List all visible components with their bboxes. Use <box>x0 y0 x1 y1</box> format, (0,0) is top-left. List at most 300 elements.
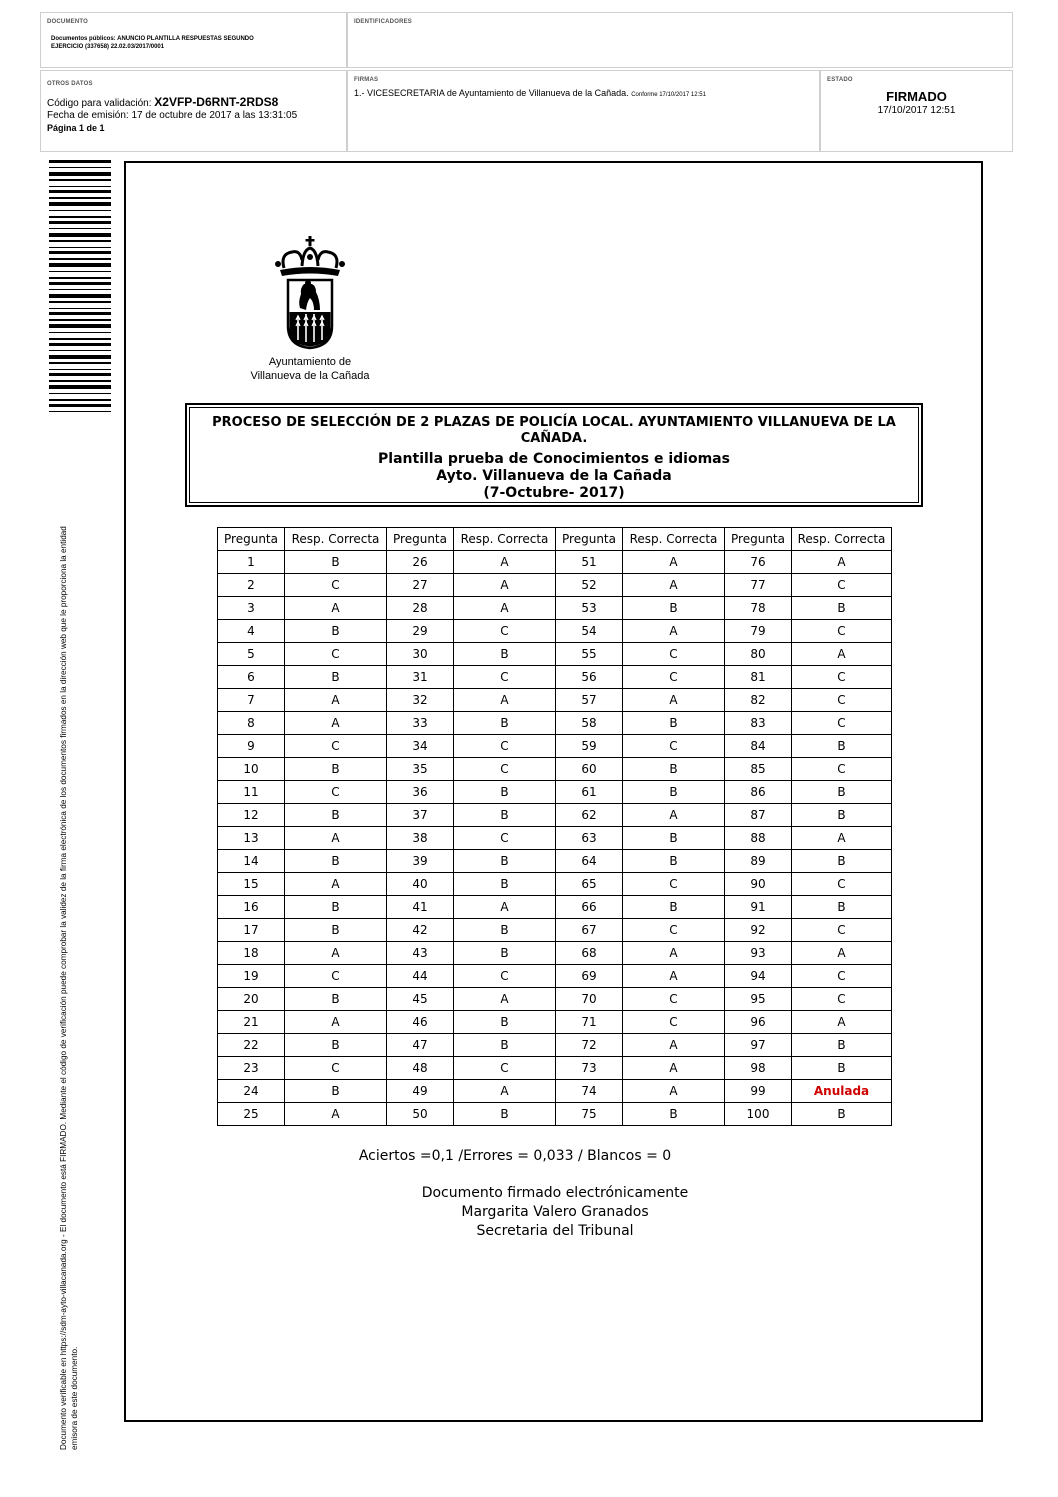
answer-cell: C <box>623 643 725 666</box>
question-number-cell: 69 <box>556 965 623 988</box>
question-number-cell: 3 <box>218 597 285 620</box>
question-number-cell: 43 <box>387 942 454 965</box>
question-number-cell: 85 <box>725 758 792 781</box>
question-number-cell: 82 <box>725 689 792 712</box>
question-number-cell: 13 <box>218 827 285 850</box>
answer-cell: C <box>792 758 892 781</box>
firma-conforme: Conforme 17/10/2017 12:51 <box>631 92 706 98</box>
answer-cell: A <box>285 1103 387 1126</box>
barcode-bar <box>49 324 111 328</box>
answer-cell: A <box>285 689 387 712</box>
question-number-cell: 61 <box>556 781 623 804</box>
answer-cell: B <box>285 988 387 1011</box>
question-number-cell: 11 <box>218 781 285 804</box>
question-number-cell: 88 <box>725 827 792 850</box>
question-number-cell: 93 <box>725 942 792 965</box>
barcode-bar <box>49 160 111 163</box>
question-number-cell: 31 <box>387 666 454 689</box>
answer-cell: Anulada <box>792 1080 892 1103</box>
answer-cell: A <box>454 689 556 712</box>
answer-cell: A <box>454 988 556 1011</box>
answer-cell: B <box>454 942 556 965</box>
documento-line2: EJERCICIO (337658) 22.02.03/2017/0001 <box>51 44 165 50</box>
answer-cell: A <box>792 827 892 850</box>
documento-line1: Documentos públicos: ANUNCIO PLANTILLA RESPUESTAS SEGUNDO <box>51 36 254 42</box>
header-pregunta: Pregunta <box>218 528 285 551</box>
table-row <box>218 551 892 574</box>
question-number-cell: 95 <box>725 988 792 1011</box>
header-firmas-box <box>347 70 820 152</box>
answer-cell: B <box>285 1034 387 1057</box>
answer-cell: A <box>285 873 387 896</box>
answer-cell: A <box>623 965 725 988</box>
answer-cell: C <box>285 965 387 988</box>
answer-cell: C <box>792 873 892 896</box>
question-number-cell: 92 <box>725 919 792 942</box>
question-number-cell: 65 <box>556 873 623 896</box>
answer-cell: C <box>454 735 556 758</box>
header-estado-box <box>820 70 1013 152</box>
barcode-bar <box>49 338 111 340</box>
answer-cell: C <box>792 620 892 643</box>
barcode-bar <box>49 289 111 290</box>
table-row <box>218 1080 892 1103</box>
question-number-cell: 56 <box>556 666 623 689</box>
barcode-bar <box>49 308 111 309</box>
answer-cell: B <box>454 712 556 735</box>
header-pregunta: Pregunta <box>725 528 792 551</box>
answer-cell: B <box>792 735 892 758</box>
answer-cell: C <box>454 758 556 781</box>
scoring-rules: Aciertos =0,1 /Errores = 0,033 / Blancos = 0 <box>358 1148 672 1164</box>
answer-cell: C <box>285 735 387 758</box>
verification-side-text <box>58 440 80 1450</box>
answer-cell: B <box>623 781 725 804</box>
table-row <box>218 942 892 965</box>
answer-cell: A <box>623 1057 725 1080</box>
codigo-prefix: Código para validación: <box>47 98 152 109</box>
barcode-bar <box>49 294 111 298</box>
answer-cell: B <box>454 1011 556 1034</box>
answer-cell: C <box>285 1057 387 1080</box>
title-line2: Plantilla prueba de Conocimientos e idiomas <box>378 451 730 467</box>
table-row <box>218 597 892 620</box>
question-number-cell: 8 <box>218 712 285 735</box>
answer-cell: B <box>285 666 387 689</box>
question-number-cell: 47 <box>387 1034 454 1057</box>
answer-cell: B <box>285 919 387 942</box>
header-resp-correcta: Resp. Correcta <box>792 528 892 551</box>
otros-datos-label: OTROS DATOS <box>47 81 93 87</box>
documento-label: DOCUMENTO <box>47 19 89 25</box>
question-number-cell: 41 <box>387 896 454 919</box>
signature-role: Secretaria del Tribunal <box>476 1223 634 1239</box>
question-number-cell: 36 <box>387 781 454 804</box>
question-number-cell: 74 <box>556 1080 623 1103</box>
barcode-bar <box>49 312 111 315</box>
question-number-cell: 58 <box>556 712 623 735</box>
barcode-bar <box>49 202 111 206</box>
barcode-bar <box>49 301 111 303</box>
question-number-cell: 60 <box>556 758 623 781</box>
header-documento-box <box>40 12 347 68</box>
table-row <box>218 919 892 942</box>
answer-cell: B <box>454 804 556 827</box>
barcode-bar <box>49 380 111 382</box>
identificadores-label: IDENTIFICADORES <box>354 19 413 25</box>
table-row <box>218 643 892 666</box>
signature-name: Margarita Valero Granados <box>461 1204 649 1220</box>
answer-cell: B <box>285 804 387 827</box>
answer-cell: A <box>623 551 725 574</box>
answer-cell: B <box>454 919 556 942</box>
barcode-bar <box>49 350 111 351</box>
question-number-cell: 73 <box>556 1057 623 1080</box>
question-number-cell: 7 <box>218 689 285 712</box>
barcode-bar <box>49 373 111 376</box>
answer-key-table <box>217 527 892 1126</box>
question-number-cell: 25 <box>218 1103 285 1126</box>
question-number-cell: 34 <box>387 735 454 758</box>
barcode-bar <box>49 319 111 321</box>
answer-cell: B <box>623 1103 725 1126</box>
answer-cell: A <box>792 942 892 965</box>
barcode <box>49 160 111 414</box>
question-number-cell: 38 <box>387 827 454 850</box>
table-row <box>218 689 892 712</box>
question-number-cell: 50 <box>387 1103 454 1126</box>
question-number-cell: 99 <box>725 1080 792 1103</box>
question-number-cell: 67 <box>556 919 623 942</box>
question-number-cell: 55 <box>556 643 623 666</box>
side-text-line2: emisora de este documento. <box>70 1346 79 1450</box>
answer-cell: B <box>792 1057 892 1080</box>
answer-cell: B <box>454 643 556 666</box>
question-number-cell: 68 <box>556 942 623 965</box>
question-number-cell: 30 <box>387 643 454 666</box>
question-number-cell: 53 <box>556 597 623 620</box>
answer-cell: A <box>623 804 725 827</box>
barcode-bar <box>49 404 111 407</box>
barcode-bar <box>49 282 111 285</box>
answer-cell: B <box>623 597 725 620</box>
answer-cell: B <box>792 781 892 804</box>
answer-cell: A <box>285 597 387 620</box>
firmas-label: FIRMAS <box>354 77 379 83</box>
answer-cell: B <box>792 804 892 827</box>
answer-cell: A <box>623 942 725 965</box>
answer-cell: A <box>454 551 556 574</box>
table-row <box>218 781 892 804</box>
question-number-cell: 39 <box>387 850 454 873</box>
title-line1: PROCESO DE SELECCIÓN DE 2 PLAZAS DE POLICÍA LOCAL. AYUNTAMIENTO VILLANUEVA DE LA CAÑADA. <box>212 415 896 446</box>
coat-of-arms-logo <box>270 236 350 352</box>
answer-cell: A <box>454 896 556 919</box>
answer-cell: C <box>623 1011 725 1034</box>
question-number-cell: 100 <box>725 1103 792 1126</box>
question-number-cell: 64 <box>556 850 623 873</box>
answer-cell: B <box>792 896 892 919</box>
question-number-cell: 1 <box>218 551 285 574</box>
answer-cell: C <box>792 965 892 988</box>
answer-cell: A <box>623 574 725 597</box>
question-number-cell: 96 <box>725 1011 792 1034</box>
barcode-bar <box>49 362 111 364</box>
table-row <box>218 666 892 689</box>
signature-line1: Documento firmado electrónicamente <box>421 1185 689 1201</box>
question-number-cell: 98 <box>725 1057 792 1080</box>
answer-cell: C <box>454 1057 556 1080</box>
question-number-cell: 49 <box>387 1080 454 1103</box>
answer-cell: B <box>454 873 556 896</box>
header-pregunta: Pregunta <box>387 528 454 551</box>
codigo-value: X2VFP-D6RNT-2RDS8 <box>154 95 279 109</box>
answer-cell: B <box>285 620 387 643</box>
header-resp-correcta: Resp. Correcta <box>623 528 725 551</box>
question-number-cell: 97 <box>725 1034 792 1057</box>
question-number-cell: 22 <box>218 1034 285 1057</box>
barcode-bar <box>49 240 111 242</box>
estado-value: FIRMADO <box>886 89 947 104</box>
question-number-cell: 40 <box>387 873 454 896</box>
estado-date: 17/10/2017 12:51 <box>877 105 956 116</box>
answer-cell: B <box>623 896 725 919</box>
pagina: Página 1 de 1 <box>47 123 105 133</box>
table-row <box>218 988 892 1011</box>
answer-cell: C <box>623 873 725 896</box>
question-number-cell: 79 <box>725 620 792 643</box>
question-number-cell: 63 <box>556 827 623 850</box>
header-resp-correcta: Resp. Correcta <box>454 528 556 551</box>
answer-cell: C <box>454 965 556 988</box>
question-number-cell: 52 <box>556 574 623 597</box>
question-number-cell: 75 <box>556 1103 623 1126</box>
question-number-cell: 48 <box>387 1057 454 1080</box>
question-number-cell: 77 <box>725 574 792 597</box>
answer-cell: C <box>623 666 725 689</box>
barcode-bar <box>49 263 111 267</box>
table-row <box>218 896 892 919</box>
question-number-cell: 70 <box>556 988 623 1011</box>
question-number-cell: 14 <box>218 850 285 873</box>
estado-label: ESTADO <box>827 77 853 83</box>
table-row <box>218 827 892 850</box>
answer-cell: C <box>623 919 725 942</box>
answer-cell: C <box>285 574 387 597</box>
table-row <box>218 620 892 643</box>
barcode-bar <box>49 228 111 229</box>
barcode-bar <box>49 343 111 346</box>
barcode-bar <box>49 251 111 254</box>
answer-cell: B <box>454 850 556 873</box>
answer-cell: A <box>792 1011 892 1034</box>
table-header-row <box>218 528 892 551</box>
answer-cell: A <box>285 1011 387 1034</box>
answer-cell: B <box>454 781 556 804</box>
title-line4: (7-Octubre- 2017) <box>483 485 625 501</box>
answer-cell: A <box>623 1034 725 1057</box>
municipality-name <box>240 355 380 383</box>
answer-cell: C <box>792 988 892 1011</box>
answer-cell: A <box>454 1080 556 1103</box>
question-number-cell: 35 <box>387 758 454 781</box>
answer-cell: B <box>285 1080 387 1103</box>
barcode-bar <box>49 247 111 248</box>
answer-cell: A <box>285 942 387 965</box>
answer-cell: B <box>623 758 725 781</box>
question-number-cell: 81 <box>725 666 792 689</box>
header-resp-correcta: Resp. Correcta <box>285 528 387 551</box>
question-number-cell: 16 <box>218 896 285 919</box>
codigo-validacion <box>47 95 278 109</box>
table-row <box>218 873 892 896</box>
question-number-cell: 5 <box>218 643 285 666</box>
question-number-cell: 90 <box>725 873 792 896</box>
barcode-bar <box>49 271 111 272</box>
barcode-bar <box>49 393 111 394</box>
answer-cell: C <box>792 919 892 942</box>
barcode-bar <box>49 277 111 279</box>
question-number-cell: 33 <box>387 712 454 735</box>
answer-cell: B <box>623 712 725 735</box>
table-row <box>218 1034 892 1057</box>
question-number-cell: 20 <box>218 988 285 1011</box>
question-number-cell: 6 <box>218 666 285 689</box>
question-number-cell: 45 <box>387 988 454 1011</box>
question-number-cell: 32 <box>387 689 454 712</box>
table-row <box>218 735 892 758</box>
question-number-cell: 29 <box>387 620 454 643</box>
question-number-cell: 12 <box>218 804 285 827</box>
answer-cell: C <box>285 643 387 666</box>
barcode-bar <box>49 411 111 412</box>
question-number-cell: 84 <box>725 735 792 758</box>
barcode-bar <box>49 186 111 187</box>
answer-cell: C <box>792 666 892 689</box>
question-number-cell: 37 <box>387 804 454 827</box>
question-number-cell: 57 <box>556 689 623 712</box>
question-number-cell: 51 <box>556 551 623 574</box>
answer-cell: B <box>792 1034 892 1057</box>
answer-cell: C <box>454 827 556 850</box>
question-number-cell: 78 <box>725 597 792 620</box>
answer-cell: A <box>285 712 387 735</box>
answer-cell: B <box>792 1103 892 1126</box>
barcode-bar <box>49 167 111 168</box>
answer-cell: B <box>792 850 892 873</box>
answer-cell: C <box>623 988 725 1011</box>
question-number-cell: 15 <box>218 873 285 896</box>
question-number-cell: 87 <box>725 804 792 827</box>
answer-cell: B <box>623 850 725 873</box>
question-number-cell: 66 <box>556 896 623 919</box>
question-number-cell: 44 <box>387 965 454 988</box>
table-row <box>218 574 892 597</box>
question-number-cell: 76 <box>725 551 792 574</box>
question-number-cell: 71 <box>556 1011 623 1034</box>
barcode-bar <box>49 216 111 218</box>
question-number-cell: 54 <box>556 620 623 643</box>
firma-line: 1.- VICESECRETARIA de Ayuntamiento de Villanueva de la Cañada. <box>354 88 629 98</box>
barcode-bar <box>49 369 111 370</box>
answer-cell: C <box>792 712 892 735</box>
question-number-cell: 46 <box>387 1011 454 1034</box>
answer-cell: A <box>454 597 556 620</box>
question-number-cell: 62 <box>556 804 623 827</box>
answer-cell: A <box>623 620 725 643</box>
answer-cell: B <box>454 1034 556 1057</box>
barcode-bar <box>49 197 111 199</box>
question-number-cell: 9 <box>218 735 285 758</box>
barcode-bar <box>49 210 111 211</box>
question-number-cell: 2 <box>218 574 285 597</box>
question-number-cell: 18 <box>218 942 285 965</box>
answer-cell: C <box>454 666 556 689</box>
fecha-emision: Fecha de emisión: 17 de octubre de 2017 a las 13:31:05 <box>47 110 298 121</box>
question-number-cell: 26 <box>387 551 454 574</box>
answer-cell: B <box>285 850 387 873</box>
table-row <box>218 804 892 827</box>
barcode-bar <box>49 399 111 401</box>
question-number-cell: 27 <box>387 574 454 597</box>
barcode-bar <box>49 332 111 333</box>
question-number-cell: 23 <box>218 1057 285 1080</box>
barcode-bar <box>49 385 111 389</box>
barcode-bar <box>49 172 111 176</box>
answer-cell: A <box>623 689 725 712</box>
question-number-cell: 83 <box>725 712 792 735</box>
answer-cell: C <box>623 735 725 758</box>
question-number-cell: 28 <box>387 597 454 620</box>
table-row <box>218 712 892 735</box>
answer-cell: C <box>285 781 387 804</box>
municipality-line1: Ayuntamiento de <box>268 356 352 368</box>
answer-cell: C <box>454 620 556 643</box>
answer-cell: B <box>792 597 892 620</box>
barcode-bar <box>49 233 111 237</box>
answer-cell: C <box>792 689 892 712</box>
title-line3: Ayto. Villanueva de la Cañada <box>436 468 672 484</box>
header-pregunta: Pregunta <box>556 528 623 551</box>
answer-cell: C <box>792 574 892 597</box>
question-number-cell: 21 <box>218 1011 285 1034</box>
table-row <box>218 758 892 781</box>
municipality-line2: Villanueva de la Cañada <box>250 370 370 382</box>
question-number-cell: 89 <box>725 850 792 873</box>
header-otros-datos-box <box>40 70 347 152</box>
barcode-bar <box>49 355 111 359</box>
answer-cell: B <box>285 551 387 574</box>
firma-entry <box>354 88 706 98</box>
question-number-cell: 86 <box>725 781 792 804</box>
question-number-cell: 17 <box>218 919 285 942</box>
table-row <box>218 965 892 988</box>
answer-cell: A <box>623 1080 725 1103</box>
question-number-cell: 19 <box>218 965 285 988</box>
table-row <box>218 1103 892 1126</box>
answer-cell: A <box>792 551 892 574</box>
question-number-cell: 42 <box>387 919 454 942</box>
question-number-cell: 24 <box>218 1080 285 1103</box>
table-row <box>218 1011 892 1034</box>
question-number-cell: 59 <box>556 735 623 758</box>
answer-cell: B <box>285 758 387 781</box>
signature-block <box>330 1184 780 1241</box>
answer-cell: B <box>454 1103 556 1126</box>
table-row <box>218 1057 892 1080</box>
question-number-cell: 91 <box>725 896 792 919</box>
header-identificadores-box <box>347 12 1013 68</box>
